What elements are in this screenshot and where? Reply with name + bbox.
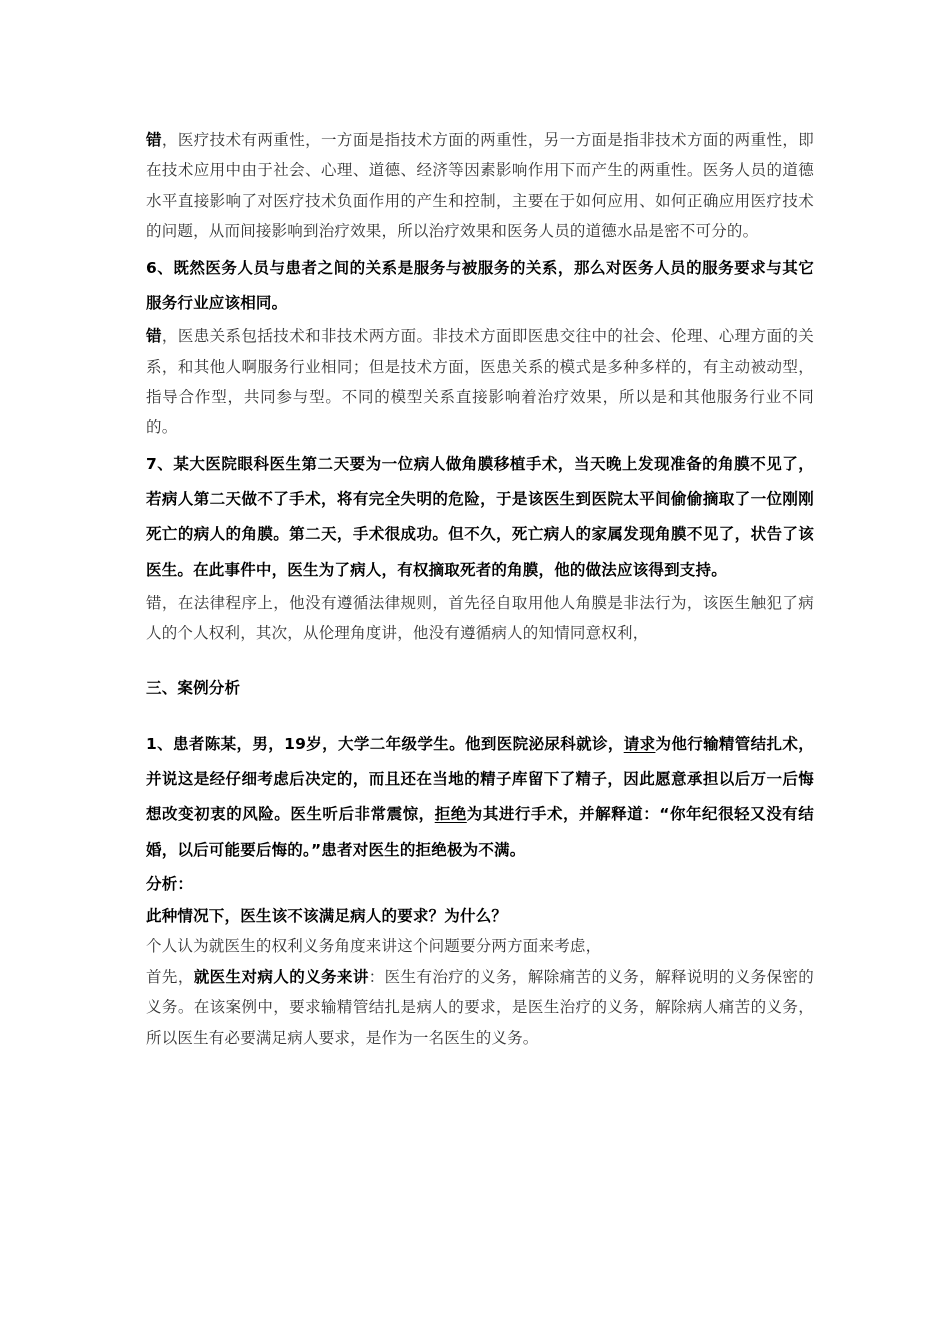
first-text: ：医生有治疗的义务，解除痛苦的义务，解释说明的义务保密的义务。在该案例中，要求输精管结扎是病人的要求，是医生治疗的义务，解除病人痛苦的义务，所以医生有必要满足病人要求，是作为一名医生的义务。 — [146, 968, 815, 1047]
first-prefix: 首先， — [146, 968, 194, 987]
first-point — [146, 962, 814, 1053]
opinion-line: 个人认为就医生的权利义务角度来讲这个问题要分两方面来考虑， — [146, 937, 602, 956]
first-bold: 就医生对病人的义务来讲 — [193, 968, 369, 987]
case-text: 1、患者陈某，男， — [146, 734, 285, 753]
answer-paragraph-6 — [146, 321, 814, 443]
analysis-label: 分析： — [146, 875, 194, 894]
case-text: 为其进行手术，并解释道：“你年纪很轻又没有结婚，以后可能要后悔的。”患者对医生的拒绝极为不满。 — [146, 805, 814, 859]
answer-text: ，医患关系包括技术和非技术两方面。非技术方面即医患交往中的社会、伦理、心理方面的关系，和其他人啊服务行业相同；但是技术方面，医患关系的模式是多种多样的，有主动被动型，指导合作型，共同参与型。不同的模型关系直接影响着治疗效果，所以是和其他服务行业不同的。 — [146, 327, 815, 437]
underlined-request: 请求 — [623, 734, 656, 753]
question-6: 6、既然医务人员与患者之间的关系是服务与被服务的关系，那么对医务人员的服务要求与其它服务行业应该相同。 — [146, 258, 814, 312]
analysis-question: 此种情况下，医生该不该满足病人的要求？为什么？ — [146, 907, 508, 926]
document-page — [146, 125, 814, 1053]
underlined-refuse: 拒绝 — [434, 805, 467, 824]
case-age: 19 — [284, 734, 307, 753]
answer-verdict: 错 — [146, 131, 162, 149]
answer-paragraph-7: 错，在法律程序上，他没有遵循法律规则，首先径自取用他人角膜是非法行为，该医生触犯了病人的个人权利，其次，从伦理角度讲，他没有遵循病人的知情同意权利， — [146, 594, 814, 643]
case-1 — [146, 727, 814, 868]
question-7: 7、某大医院眼科医生第二天要为一位病人做角膜移植手术，当天晚上发现准备的角膜不见了，若病人第二天做不了手术，将有完全失明的危险，于是该医生到医院太平间偷偷摘取了一位刚刚死亡的病人的角膜。第二天，手术很成功。但不久，死亡病人的家属发现角膜不见了，状告了该医生。在此事件中，医生为了病人，有权摘取死者的角膜，他的做法应该得到支持。 — [146, 454, 814, 579]
section-heading: 三、案例分析 — [146, 678, 241, 697]
answer-verdict: 错 — [146, 327, 162, 346]
case-text: 岁，大学二年级学生。他到医院泌尿科就诊， — [306, 734, 624, 753]
answer-paragraph-5 — [146, 125, 814, 247]
answer-text: ，医疗技术有两重性，一方面是指技术方面的两重性，另一方面是指非技术方面的两重性，即在技术应用中由于社会、心理、道德、经济等因素影响作用下而产生的两重性。医务人员的道德水平直接影响了对医疗技术负面作用的产生和控制，主要在于如何应用、如何正确应用医疗技术的问题，从而间接影响到治疗效果，所以治疗效果和医务人员的道德水品是密不可分的。 — [146, 131, 815, 241]
case-text: 为他行输精管结扎术，并说这是经仔细考虑后决定的，而且还在当地的精子库留下了精子，因此愿意承担以后万一后悔想改变初衷的风险。医生听后非常震惊， — [146, 734, 814, 824]
